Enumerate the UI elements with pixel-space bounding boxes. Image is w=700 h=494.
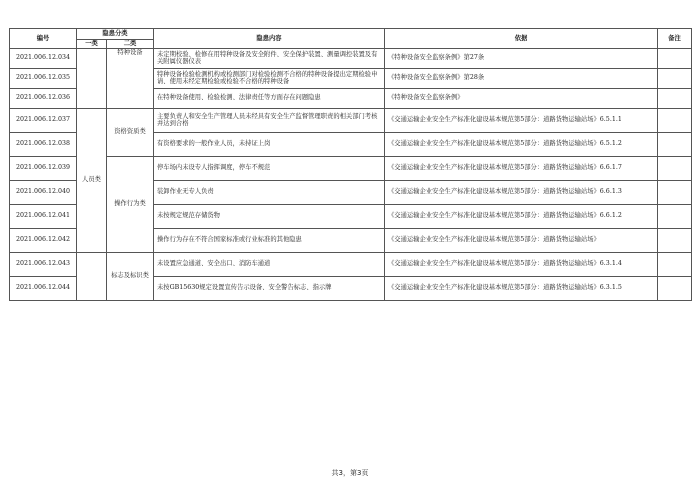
table-row bbox=[10, 252, 692, 276]
row-content: 在特种设备使用、检验检测、法律责任等方面存在问题隐患 bbox=[154, 88, 385, 108]
row-content: 主要负责人和安全生产管理人员未经具有安全生产监督管理职责的相关部门考核并达到合格 bbox=[154, 108, 385, 132]
row-basis: 《交通运输企业安全生产标准化建设基本规范第5部分：道路货物运输站场》6.3.1.5 bbox=[385, 276, 658, 300]
row-basis: 《交通运输企业安全生产标准化建设基本规范第5部分：道路货物运输站场》6.5.1.2 bbox=[385, 132, 658, 156]
row-basis: 《特种设备安全监察条例》第27条 bbox=[385, 48, 658, 68]
category-level1-empty bbox=[77, 252, 107, 300]
row-id: 2021.006.12.035 bbox=[10, 68, 77, 88]
header-level1: 一类 bbox=[77, 40, 107, 49]
header-level2: 二类 bbox=[107, 40, 154, 49]
row-note bbox=[658, 68, 692, 88]
row-content: 操作行为存在不符合国家标准或行业标准的其他隐患 bbox=[154, 228, 385, 252]
header-id: 编号 bbox=[10, 29, 77, 49]
row-id: 2021.006.12.039 bbox=[10, 156, 77, 180]
category-qualification: 资格资质类 bbox=[107, 108, 154, 156]
row-id: 2021.006.12.043 bbox=[10, 252, 77, 276]
row-note bbox=[658, 180, 692, 204]
row-note bbox=[658, 252, 692, 276]
row-basis: 《特种设备安全监察条例》 bbox=[385, 88, 658, 108]
row-id: 2021.006.12.044 bbox=[10, 276, 77, 300]
row-content: 未定期校验、检修在用特种设备及安全附件、安全保护装置、测量调控装置及有关附属仪器仪表 bbox=[154, 48, 385, 68]
category-operation: 操作行为类 bbox=[107, 156, 154, 252]
header-category: 隐患分类 bbox=[77, 29, 154, 40]
table-row bbox=[10, 156, 692, 180]
row-basis: 《交通运输企业安全生产标准化建设基本规范第5部分：道路货物运输站场》 bbox=[385, 228, 658, 252]
row-id: 2021.006.12.042 bbox=[10, 228, 77, 252]
row-basis: 《交通运输企业安全生产标准化建设基本规范第5部分：道路货物运输站场》6.3.1.4 bbox=[385, 252, 658, 276]
row-note bbox=[658, 276, 692, 300]
row-note bbox=[658, 132, 692, 156]
row-content: 有资格要求的一般作业人员，未持证上岗 bbox=[154, 132, 385, 156]
row-id: 2021.006.12.036 bbox=[10, 88, 77, 108]
row-basis: 《交通运输企业安全生产标准化建设基本规范第5部分：道路货物运输站场》6.6.1.2 bbox=[385, 204, 658, 228]
row-note bbox=[658, 228, 692, 252]
row-basis: 《交通运输企业安全生产标准化建设基本规范第5部分：道路货物运输站场》6.6.1.3 bbox=[385, 180, 658, 204]
row-id: 2021.006.12.040 bbox=[10, 180, 77, 204]
row-id: 2021.006.12.037 bbox=[10, 108, 77, 132]
table-row bbox=[10, 108, 692, 132]
category-personnel: 人员类 bbox=[77, 108, 107, 252]
category-level1-empty bbox=[77, 48, 107, 108]
row-note bbox=[658, 88, 692, 108]
row-basis: 《交通运输企业安全生产标准化建设基本规范第5部分：道路货物运输站场》6.5.1.1 bbox=[385, 108, 658, 132]
row-basis: 《交通运输企业安全生产标准化建设基本规范第5部分：道路货物运输站场》6.6.1.7 bbox=[385, 156, 658, 180]
table-row bbox=[10, 48, 692, 68]
row-content: 未按规定规范存储货物 bbox=[154, 204, 385, 228]
row-note bbox=[658, 156, 692, 180]
hazard-table bbox=[9, 28, 692, 301]
header-content: 隐患内容 bbox=[154, 29, 385, 49]
category-special-equipment: 特种设备 bbox=[107, 48, 154, 108]
row-content: 装卸作业无专人负责 bbox=[154, 180, 385, 204]
row-note bbox=[658, 48, 692, 68]
header-row bbox=[10, 29, 692, 40]
category-signage: 标志及标识类 bbox=[107, 252, 154, 300]
row-content: 停车场内未设专人指挥调度，停车不规范 bbox=[154, 156, 385, 180]
row-id: 2021.006.12.034 bbox=[10, 48, 77, 68]
header-note: 备注 bbox=[658, 29, 692, 49]
row-content: 未设置应急通道、安全出口、消防车通道 bbox=[154, 252, 385, 276]
row-id: 2021.006.12.038 bbox=[10, 132, 77, 156]
header-basis: 依据 bbox=[385, 29, 658, 49]
row-content: 未按GB15630规定设置宣传告示设备、安全警告标志、指示牌 bbox=[154, 276, 385, 300]
row-note bbox=[658, 204, 692, 228]
page-footer: 共3，第3页 bbox=[331, 469, 369, 477]
row-note bbox=[658, 108, 692, 132]
row-content: 特种设备检验检测机构或检测部门对检验检测不合格的特种设备提出定期检验申请、使用未经定期检验或检验不合格的特种设备 bbox=[154, 68, 385, 88]
row-id: 2021.006.12.041 bbox=[10, 204, 77, 228]
row-basis: 《特种设备安全监察条例》第28条 bbox=[385, 68, 658, 88]
